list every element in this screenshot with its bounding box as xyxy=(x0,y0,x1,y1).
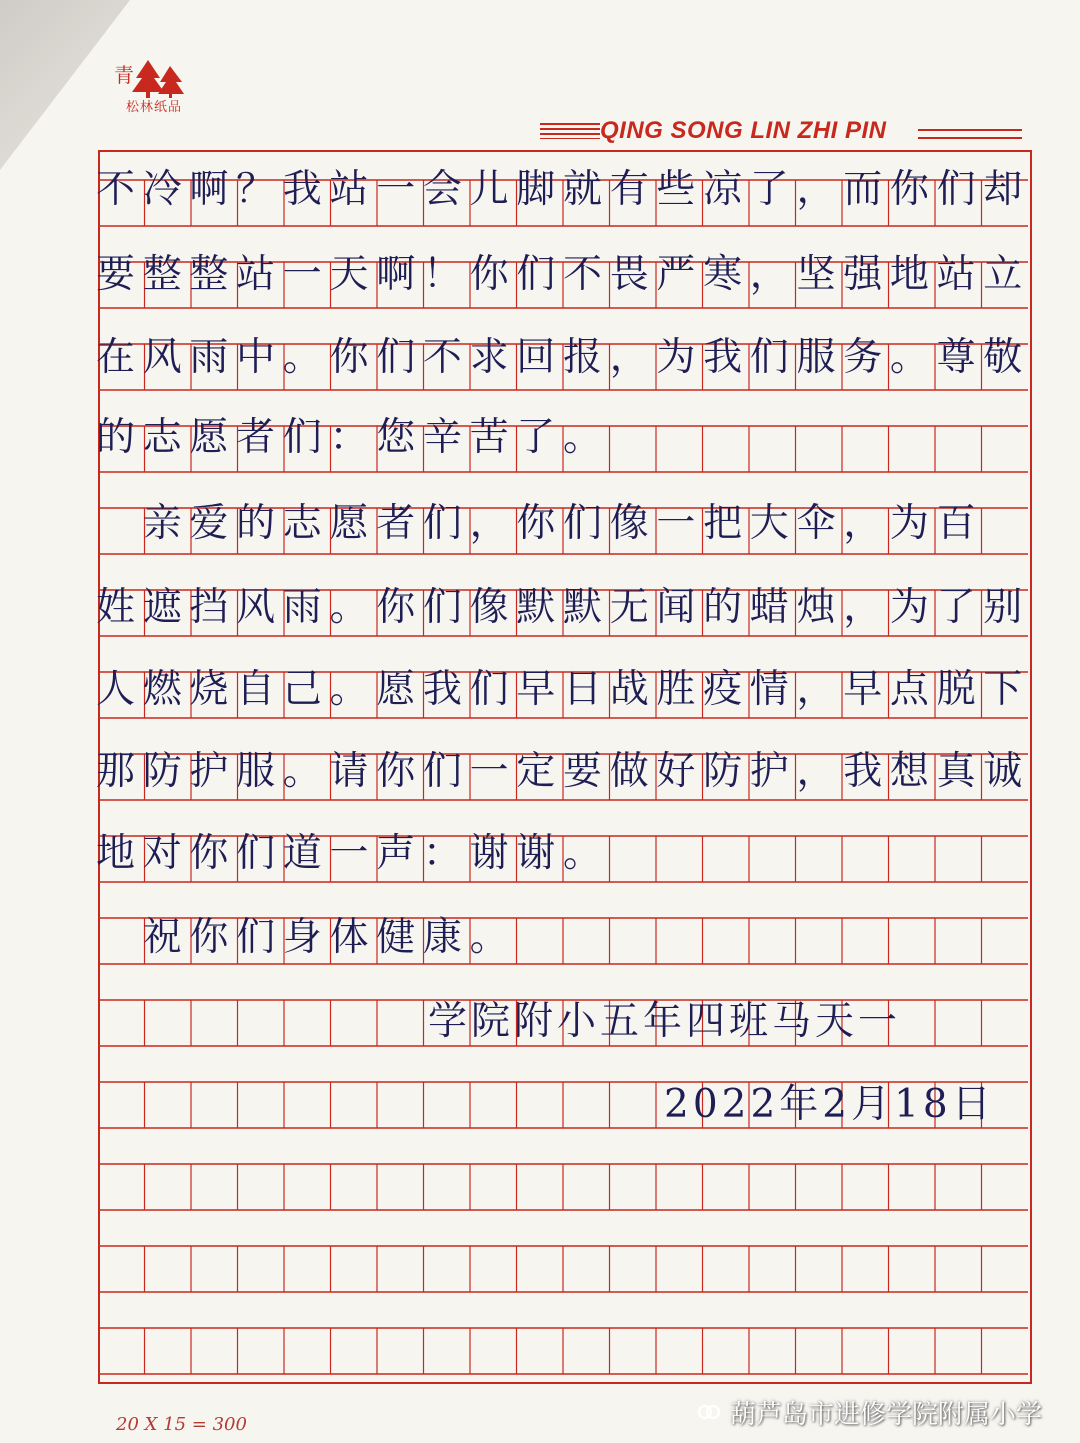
letter-line: 祝你们身体健康。 xyxy=(96,915,517,960)
brand-logo-text: 松林纸品 xyxy=(126,100,183,115)
grid-count-label: 20 X 15 = 300 xyxy=(116,1414,247,1435)
letter-line: 人燃烧自己。愿我们早日战胜疫情，早点脱下 xyxy=(96,667,1031,712)
signature: 学院附小五年四班马天一 xyxy=(428,999,902,1044)
header-stripe-lines xyxy=(540,123,600,139)
header-banner xyxy=(540,117,1022,147)
wechat-channel-icon xyxy=(696,1399,722,1425)
letter-line: 姓遮挡风雨。你们像默默无闻的蜡烛，为了别 xyxy=(96,585,1031,630)
brand-logo xyxy=(108,56,228,118)
letter-line: 的志愿者们：您辛苦了。 xyxy=(96,415,610,460)
letter-line: 要整整站一天啊！你们不畏严寒，坚强地站立 xyxy=(96,252,1031,297)
watermark xyxy=(696,1390,1042,1434)
letter-line: 那防护服。请你们一定要做好防护，我想真诚 xyxy=(96,749,1031,794)
header-text: QING SONG LIN ZHI PIN xyxy=(600,117,887,144)
brand-char: 青 xyxy=(114,63,134,87)
header-rule xyxy=(918,129,1022,139)
letter-date: 2022年2月18日 xyxy=(664,1082,995,1127)
letter-line: 在风雨中。你们不求回报，为我们服务。尊敬 xyxy=(96,335,1031,380)
letter-line: 地对你们道一声：谢谢。 xyxy=(96,831,610,876)
letter-line: 亲爱的志愿者们，你们像一把大伞，为百 xyxy=(96,501,984,546)
watermark-text: 葫芦岛市进修学院附属小学 xyxy=(730,1399,1043,1430)
letter-line: 不冷啊？我站一会儿脚就有些凉了，而你们却 xyxy=(96,167,1031,212)
